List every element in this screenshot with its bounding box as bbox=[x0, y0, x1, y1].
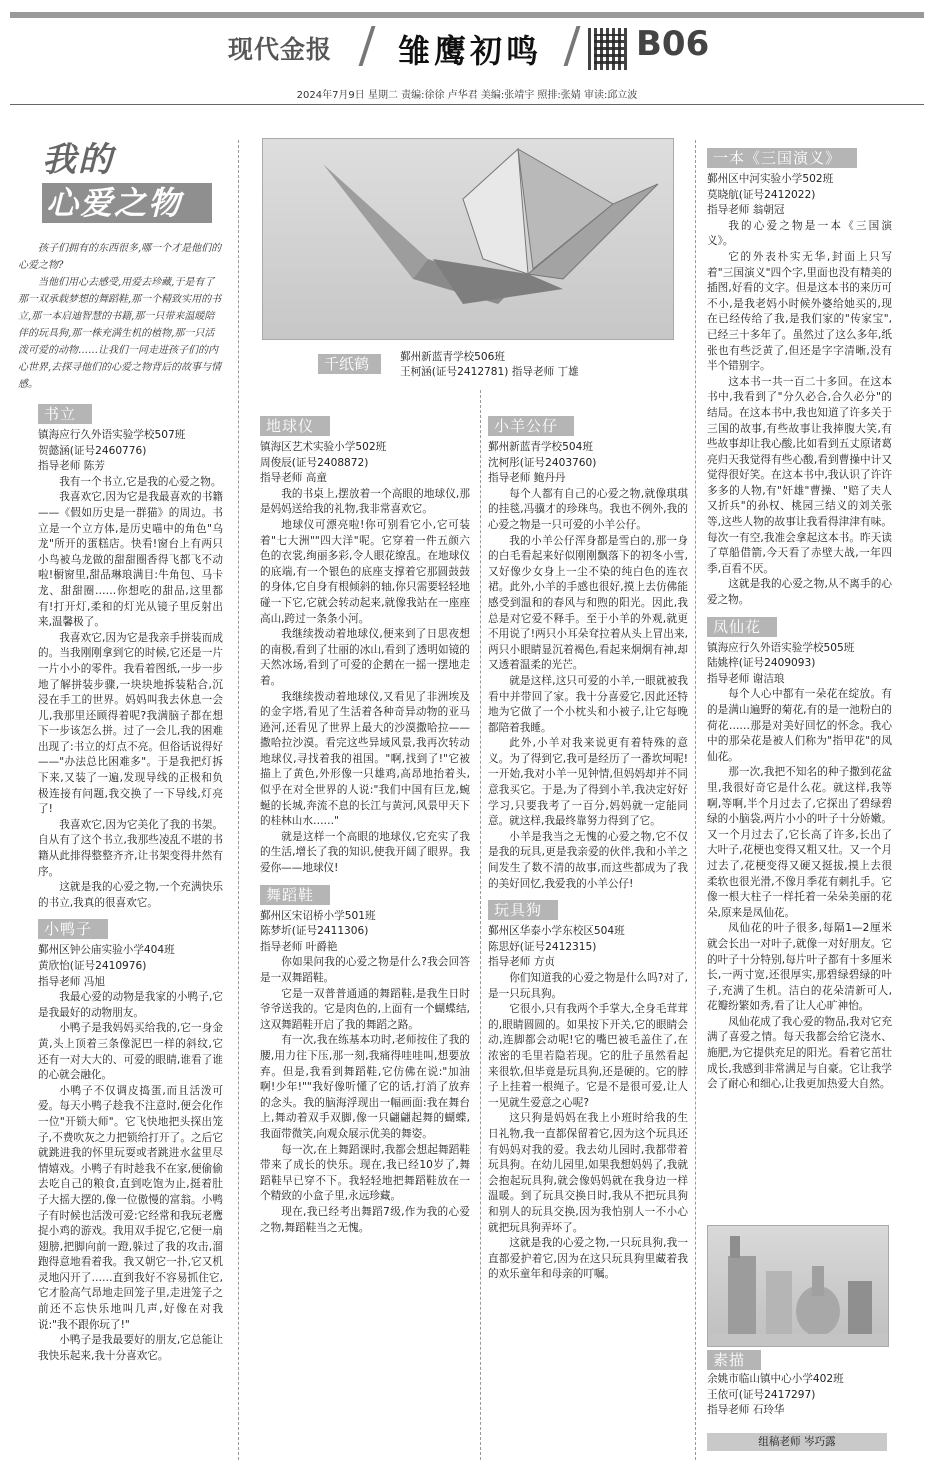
article-author: 陈思妤(证号2412315) bbox=[488, 940, 597, 953]
sumiao-teacher: 指导老师 石玲华 bbox=[707, 1404, 785, 1417]
article-paragraph: 小鸭子是我妈妈买给我的,它一身金黄,头上顶着三条像泥巴一样的斜纹,它还有一对大大的、可爱的眼睛,谁看了谁的心就会融化。 bbox=[38, 1022, 223, 1082]
dateline: 2024年7月9日 星期二 责编:徐徐 卢华君 美编:张靖宇 照排:张婧 审读:邱立波 bbox=[296, 90, 638, 101]
article-paragraph: 我喜欢它,因为它是我最喜欢的书籍——《假如历史是一群猫》的周边。书立是一个立方体,是历史喵中的角色"乌龙"所开的蛋糕店。快看!窗台上有两只小鸟被乌龙做的甜甜圈香得飞都飞不动啦!橱窗里,甜品琳琅满目:牛角包、马卡龙、甜甜圈……你想吃的甜品,这里都有!打开灯,柔和的灯光从镜子里反射出来,温馨极了。 bbox=[38, 491, 223, 629]
intro-paragraph: 孩子们拥有的东西很多,哪一个才是他们的心爱之物? bbox=[18, 243, 222, 271]
article-paragraph: 就是这样,这只可爱的小羊,一眼就被我看中并带回了家。我十分喜爱它,因此还特地为它做了一个小枕头和小被子,让它每晚都陪着我睡。 bbox=[488, 674, 688, 734]
article-paragraph: 那一次,我把不知名的种子撒到花盆里,我很好奇它是什么花。就这样,我等啊,等啊,半个月过去了,它探出了碧绿碧绿的小脑袋,两片小小的叶子十分娇嫩。又一个月过去了,它长高了许多,长出了大叶子,花梗也变得又粗又壮。又一个月过去了,花梗变得又硬又挺拔,摸上去很柔软也很光滑,不像月季花有刺扎手。它像一根大柱子一样托着一朵朵美丽的花朵,原来是凤仙花。 bbox=[707, 766, 892, 919]
crane-school: 鄞州新蓝青学校506班 bbox=[400, 351, 505, 363]
article-school: 镇海应行久外语实验学校505班 bbox=[707, 641, 855, 654]
article-paragraph: 凤仙花成了我心爱的物品,我对它充满了喜爱之情。每天我都会给它浇水、施肥,为它提供充足的阳光。看着它茁壮成长,我感到非常满足与自豪。它让我学会了耐心和细心,让我更加热爱大自然。 bbox=[707, 1015, 892, 1091]
article-paragraph: 我继续拨动着地球仪,又看见了非洲埃及的金字塔,看见了生活着各种奇异动物的亚马逊河,还看见了世界上最大的沙漠撒哈拉——撒哈拉沙漠。看完这些异域风景,我再次转动地球仪,寻找着我的祖国。"啊,找到了!"它被描上了黄色,外形像一只雄鸡,高昂地抬着头,似乎在对全世界的人说:"我们中国有巨龙,蜿蜒的长城,奔流不息的长江与黄河,风景甲天下的桂林山水……" bbox=[260, 690, 470, 828]
intro-paragraph: 当他们用心去感受,用爱去珍藏,于是有了那一双承载梦想的舞蹈鞋,那一个精致实用的书立,那一本启迪智慧的书籍,那一只带来温暖陪伴的玩具狗,那一株充满生机的植物,那一只活泼可爱的动物……让我们一同走进孩子们的内心世界,去探寻他们的心爱之物背后的故事与情感。 bbox=[18, 277, 222, 390]
article-paragraph: 这本书一共一百二十多回。在这本书中,我看到了"分久必合,合久必分"的结局。在这本书中,我也知道了许多关于三国的故事,有些故事让我捧腹大笑,有些故事却让我心酸,比如看到五丈原诸葛亮归天我觉得有些心酸,看到曹操中计又觉得很好笑。在这本书中,我认识了许许多多的人物,有"奸雄"曹操、"赔了夫人又折兵"的孙权、桃园三结义的刘关张等,这些人物的故事让我看得津津有味。每次一有空,我准会拿起这本书。昨天读了草船借箭,今天看了赤壁大战,一年四季,百看不厌。 bbox=[707, 375, 892, 575]
article-school: 鄞州区华泰小学东校区504班 bbox=[488, 925, 625, 938]
masthead bbox=[0, 24, 934, 82]
article-teacher: 指导老师 冯旭 bbox=[38, 975, 105, 988]
article-school: 鄞州区宋诏桥小学501班 bbox=[260, 909, 376, 922]
article-paragraph: 它是一双普普通通的舞蹈鞋,是我生日时爷爷送我的。它是肉色的,上面有一个蝴蝶结,这双舞蹈鞋开启了我的舞蹈之路。 bbox=[260, 987, 470, 1031]
article-paragraph: 每一次,在上舞蹈课时,我都会想起舞蹈鞋带来了成长的快乐。现在,我已经10岁了,舞蹈鞋早已穿不下。我轻轻地把舞蹈鞋放在一个精致的小盒子里,永远珍藏。 bbox=[260, 1143, 470, 1203]
article-school: 镇海应行久外语实验学校507班 bbox=[38, 429, 186, 441]
article-author: 贺懿涵(证号2460776) bbox=[38, 444, 147, 457]
article-paragraph: 它很小,只有我两个手掌大,全身毛茸茸的,眼睛圆圆的。如果按下开关,它的眼睛会动,连脚都会动呢!它的嘴巴被毛盖住了,在浓密的毛里若隐若现。它的肚子虽然看起来很软,但毕竟是玩具狗,还是硬的。它的脖子上挂着一根绳子。它是不是很可爱,让人一见就生爱意之心呢? bbox=[488, 1003, 688, 1109]
sumiao-author: 王依可(证号2417297) bbox=[707, 1388, 816, 1401]
article-author: 陈梦圻(证号2411306) bbox=[260, 925, 369, 938]
article-paragraph: 每个人都有自己的心爱之物,就像琪琪的挂毯,冯骥才的珍珠鸟。我也不例外,我的心爱之物是一只可爱的小羊公仔。 bbox=[488, 487, 688, 531]
article-paragraph: 这只狗是妈妈在我上小班时给我的生日礼物,我一直都保留着它,因为这个玩具还有妈妈对我的爱。我去幼儿园时,我都带着玩具狗。在幼儿园里,如果我想妈妈了,我就会抱起玩具狗,就会像妈妈就在我身边一样温暖。到了玩具交换日时,我从不把玩具狗和别人的玩具交换,因为我怕别人一不小心就把玩具狗弄坏了。 bbox=[488, 1112, 688, 1234]
crane-caption bbox=[318, 350, 678, 380]
article-xiaoyanggongzai bbox=[488, 412, 688, 1283]
feature-title-line1: 我的 bbox=[42, 140, 114, 180]
article-paragraph: 你如果问我的心爱之物是什么?我会回答是一双舞蹈鞋。 bbox=[260, 956, 470, 984]
article-paragraph: 我喜欢它,因为它是我亲手拼装而成的。当我刚刚拿到它的时候,它还是一片一片小小的零件。我看着图纸,一步一步地了解拼装步骤,一块块地拆装粘合,沉浸在手工的世界。妈妈叫我去休息一会儿,我那里还顾得着呢?我满脑子都在想下一步该怎么拼。过了一会儿,我的困难出现了:书立的灯点不亮。但俗话说得好——"办法总比困难多"。于是我把灯拆下来,又装了一遍,发现导线的正极和负极连接有问题,我交换了一下导线,灯亮了! bbox=[38, 631, 223, 816]
article-paragraph: 我最心爱的动物是我家的小鸭子,它是我最好的动物朋友。 bbox=[38, 991, 223, 1019]
article-paragraph: 此外,小羊对我来说更有着特殊的意义。为了得到它,我可是经历了一番坎坷呢!一开始,我对小羊一见钟情,但妈妈却并不同意我买它。于是,为了得到小羊,我决定好好学习,只要我考了一百分,妈妈就一定能同意。就这样,我最终靠努力得到了它。 bbox=[488, 737, 688, 828]
header-rule bbox=[10, 104, 924, 105]
article-paragraph: 小鸭子不仅调皮捣蛋,而且活泼可爱。每天小鸭子趁我不注意时,便会化作一位"开锁大师"。它飞快地把头探出笼子,不费吹灰之力把锁给打开了。之后它就跳进我的怀里玩耍或者跳进水盆里尽情嬉戏。小鸭子有时趁我不在家,便偷偷去吃自己的粮食,直到吃饱为止,挺着肚子大摇大摆的,像一位傲慢的富翁。小鸭子有时候也活泼可爱:它经常和我玩老鹰捉小鸡的游戏。我用双手捉它,它便一扇翅膀,把脚向前一蹬,躲过了我的攻击,溜跑得意地看着我。我又朝它一扑,它又机灵地闪开了……直到我好不容易抓住它,它才脸高气昂地走回笼子里,走进笼子之前还不忘快乐地叫几声,好像在对我说:"我不跟你玩了!" bbox=[38, 1084, 223, 1331]
article-paragraph: 凤仙花的叶子很多,每隔1—2厘米就会长出一对叶子,就像一对好朋友。它的叶子十分特别,每片叶子都有十多厘米长,一两寸宽,还很厚实,那碧绿碧绿的叶子,充满了生机。洁白的花朵清新可人,花瓣纷繁如秀,看了让人心旷神怡。 bbox=[707, 922, 892, 1013]
editor-credit: 组稿老师 岑巧露 bbox=[707, 1433, 887, 1451]
divider-slash bbox=[359, 26, 376, 66]
qr-code-icon bbox=[588, 28, 630, 70]
article-tag: 地球仪 bbox=[260, 416, 330, 436]
article-paragraph: 现在,我已经考出舞蹈7级,作为我的心爱之物,舞蹈鞋当之无愧。 bbox=[260, 1205, 470, 1234]
article-paragraph: 有一次,我在练基本功时,老师按住了我的腰,用力往下压,那一刻,我痛得哇哇叫,想要放弃。但是,我看到舞蹈鞋,它仿佛在说:"加油啊!少年!""我好像听懂了它的话,打消了放弃的念头。我的脑海浮现出一幅画面:我在舞台上,舞动着双手双脚,像一只翩翩起舞的蝴蝶,我面带微笑,向观众展示优美的舞姿。 bbox=[260, 1034, 470, 1140]
top-bar bbox=[10, 12, 924, 18]
article-tag: 凤仙花 bbox=[707, 617, 777, 637]
section-title: 雏鹰初鸣 bbox=[398, 32, 543, 70]
article-diqiuyi bbox=[260, 412, 470, 1236]
article-paragraph: 我有一个书立,它是我的心爱之物。 bbox=[59, 475, 222, 488]
article-school: 鄞州新蓝青学校504班 bbox=[488, 441, 593, 453]
article-paragraph: 地球仪可漂亮啦!你可别看它小,它可装着"七大洲""四大洋"呢。它穿着一件五颜六色的衣裳,绚丽多彩,令人眼花缭乱。在地球仪的底端,有一个银色的底座支撑着它那圆鼓鼓的身体,它自身有根倾斜的轴,你只需要轻轻地碰一下它,它就会转动起来,就像我站在一座座高山,跨过一条条小河。 bbox=[260, 518, 470, 625]
article-author: 沈柯彤(证号2403760) bbox=[488, 456, 597, 469]
feature-title bbox=[42, 132, 212, 223]
article-shuli bbox=[38, 400, 223, 1364]
article-author: 黄欣怡(证号2410976) bbox=[38, 960, 147, 972]
feature-title-line2: 心爱之物 bbox=[42, 183, 212, 223]
article-paragraph: 每个人心中都有一朵花在绽放。有的是满山遍野的菊花,有的是一池粉白的荷花……那是对美好回忆的怀念。我心中的那朵花是被人们称为"指甲花"的凤仙花。 bbox=[707, 688, 892, 763]
article-school: 鄞州区钟公庙实验小学404班 bbox=[38, 944, 175, 957]
article-paragraph: 这就是我的心爱之物,一只玩具狗,我一直都爱护着它,因为在这只玩具狗里藏着我的欢乐童年和母亲的叮嘱。 bbox=[488, 1237, 688, 1281]
article-author: 周俊辰(证号2408872) bbox=[260, 456, 369, 469]
newspaper-brand: 现代金报 bbox=[228, 35, 333, 64]
article-teacher: 指导老师 方贞 bbox=[488, 956, 555, 969]
sumiao-school: 余姚市临山镇中心小学402班 bbox=[707, 1373, 844, 1385]
article-teacher: 指导老师 谢洁琅 bbox=[707, 672, 785, 685]
article-tag: 一本《三国演义》 bbox=[707, 148, 857, 168]
article-paragraph: 我继续拨动着地球仪,便来到了日思夜想的南极,看到了壮丽的冰山,看到了透明如镜的天然冰场,看到了可爱的企鹅在一摇一摆地走着。 bbox=[260, 628, 470, 687]
article-paragraph: 这就是我的心爱之物,从不离手的心爱之物。 bbox=[707, 578, 892, 607]
article-school: 镇海区艺术实验小学502班 bbox=[260, 441, 387, 453]
article-school: 鄞州区中河实验小学502班 bbox=[707, 173, 834, 185]
article-teacher: 指导老师 叶爵艳 bbox=[260, 940, 338, 953]
crane-tag: 千纸鹤 bbox=[318, 354, 381, 374]
article-paragraph: 就是这样一个高眼的地球仪,它充实了我的生活,增长了我的知识,使我开阔了眼界。我爱你——地球仪! bbox=[260, 830, 470, 875]
page-number: B06 bbox=[636, 24, 710, 64]
article-paragraph: 我的心爱之物是一本《三国演义》。 bbox=[707, 219, 892, 248]
sumiao-caption bbox=[707, 1350, 892, 1419]
still-life-sketch bbox=[707, 1225, 889, 1347]
paper-crane-drawing bbox=[262, 138, 674, 340]
article-paragraph: 小鸭子是我最要好的朋友,它总能让我快乐起来,我十分喜欢它。 bbox=[38, 1334, 223, 1362]
article-paragraph: 你们知道我的心爱之物是什么吗?对了,是一只玩具狗。 bbox=[488, 972, 688, 1000]
article-tag: 小羊公仔 bbox=[488, 416, 574, 436]
column-divider bbox=[238, 140, 239, 1460]
article-tag: 书立 bbox=[38, 404, 92, 424]
article-tag: 小鸭子 bbox=[38, 919, 108, 939]
article-paragraph: 我喜欢它,因为它美化了我的书架。自从有了这个书立,我那些凌乱不堪的书籍从此排得整整齐齐,让书架变得井然有序。 bbox=[38, 818, 223, 878]
article-paragraph: 这就是我的心爱之物,一个充满快乐的书立,我真的很喜欢它。 bbox=[38, 881, 223, 909]
article-paragraph: 小羊是我当之无愧的心爱之物,它不仅是我的玩具,更是我亲爱的伙伴,我和小羊之间发生了数不清的故事,而这些都成为了我的美好回忆,我爱我的小羊公仔! bbox=[488, 830, 688, 890]
article-tag: 舞蹈鞋 bbox=[260, 885, 330, 905]
column-divider bbox=[695, 140, 696, 1460]
article-author: 莫晓航(证号2412022) bbox=[707, 188, 816, 201]
article-tag: 玩具狗 bbox=[488, 900, 558, 920]
article-teacher: 指导老师 鲍丹丹 bbox=[488, 472, 566, 485]
article-paragraph: 我的小羊公仔浑身都是雪白的,那一身的白毛看起来好似刚刚飘落下的初冬小雪,又好像少女身上一尘不染的纯白色的连衣裙。此外,小羊的手感也很好,摸上去仿佛能感受到温和的春风与和煦的阳光。因此,我总是对它爱不释手。至于小羊的外观,就更不用说了!两只小耳朵耷拉着从头上冒出来,两只小眼睛显沉着褐色,看起来炯炯有神,却又透着温柔的光芒。 bbox=[488, 534, 688, 672]
divider-slash bbox=[564, 26, 581, 66]
feature-intro bbox=[18, 240, 223, 393]
article-paragraph: 我的书桌上,摆放着一个高眼的地球仪,那是妈妈送给我的礼物,我非常喜欢它。 bbox=[260, 487, 470, 516]
article-author: 陆姚梓(证号2409093) bbox=[707, 657, 816, 670]
column-divider bbox=[480, 390, 481, 1460]
article-sanguoyanyi bbox=[707, 148, 892, 1093]
article-paragraph: 它的外表朴实无华,封面上只写着"三国演义"四个字,里面也没有精美的插图,好看的文字。但是这本书的来历可不小,是我老妈小时候外婆给她买的,现在已经传给了我,是我们家的"传家宝",已经三十多年了。虽然过了这么多年,纸张也有些泛黄了,但还是字字清晰,没有半个错别字。 bbox=[707, 250, 892, 373]
crane-author: 王柯涵(证号2412781) 指导老师 丁雄 bbox=[400, 366, 579, 378]
article-teacher: 指导老师 翁朝冠 bbox=[707, 204, 785, 217]
article-teacher: 指导老师 高童 bbox=[260, 472, 327, 485]
article-tag: 素描 bbox=[707, 1350, 761, 1370]
article-teacher: 指导老师 陈芳 bbox=[38, 460, 105, 473]
